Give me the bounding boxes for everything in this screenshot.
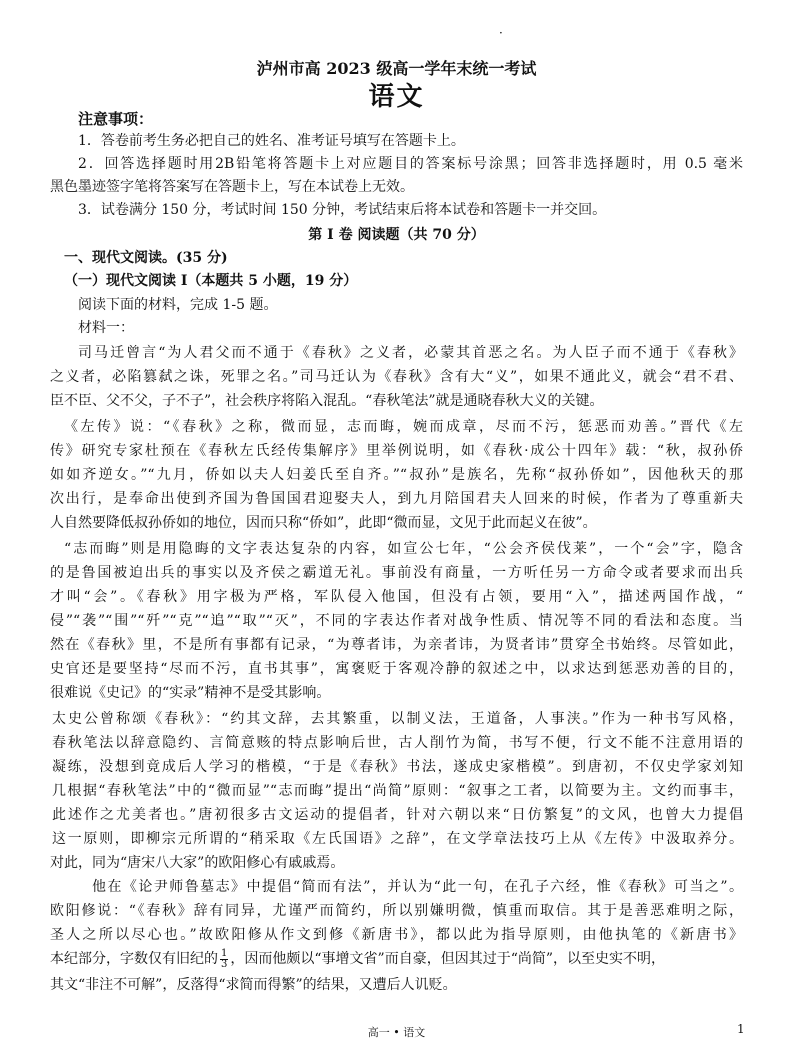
p5-line-4-after: ，因而他颇以“事增文省”而自豪，但因其过于“尚简”，以至史实不明， <box>230 951 666 967</box>
notice-item-3: 3．试卷满分 150 分，考试时间 150 分钟，考试结束后将本试卷和答题卡一并交回。 <box>78 202 607 218</box>
p5-line-4-before: 本纪部分，字数仅有旧纪的 <box>50 951 218 967</box>
one-third-fraction <box>220 949 228 970</box>
subsection-heading: （一）现代文阅读 I（本题共 5 小题，19 分） <box>64 273 358 289</box>
reading-instruction: 阅读下面的材料，完成 1-5 题。 <box>78 297 278 313</box>
p4-line-6: 这一原则，即柳宗元所谓的“稍采取《左氏国语》之辞”，在文学章法技巧上从《左传》中汲取养分。 <box>52 831 743 847</box>
part-title: 第 I 卷 阅读题（共 70 分） <box>308 227 485 243</box>
p4-line-5: 此述作之尤美者也。”唐初很多古文运动的提倡者，针对六朝以来“日仿繁复”的文风，也曾大力提倡 <box>52 807 743 823</box>
p1-line-3: 臣不臣、父不父，子不子”，社会秩序将陷入混乱。“春秋笔法”就是通晓春秋大义的关键。 <box>50 393 604 409</box>
fraction-denominator: 3 <box>221 958 228 970</box>
p2-line-1: 《左传》说：“《春秋》之称，微而显，志而晦，婉而成章，尽而不污，惩恶而劝善。”晋代《左 <box>64 419 743 435</box>
p3-line-5: 然在《春秋》里，不是所有事都有记录，“为尊者讳，为亲者讳，为贤者讳”贯穿全书始终。尽管如此， <box>50 637 743 653</box>
notice-item-2b: 黑色墨迹签字笔将答案写在答题卡上，写在本试卷上无效。 <box>50 179 414 195</box>
p4-line-1: 太史公曾称颂《春秋》：“约其文辞，去其繁重，以制义法，王道备，人事浃。”作为一种书写风格， <box>52 711 743 727</box>
page-number: 1 <box>737 1022 745 1036</box>
p5-line-4 <box>50 944 743 974</box>
fraction-numerator: 1 <box>221 947 228 959</box>
subject-title: 语文 <box>368 82 425 112</box>
notice-item-1: 1．答卷前考生务必把自己的姓名、准考证号填写在答题卡上。 <box>78 133 465 149</box>
notice-item-2a: 2．回答选择题时用2B铅笔将答题卡上对应题目的答案标号涂黑；回答非选择题时，用 0.5 毫米 <box>78 156 743 172</box>
p3-line-3: 才叫“会”。《春秋》用字极为严格，军队侵入他国，但没有占领，要用“入”，描述两国作战，“ <box>50 589 743 605</box>
p5-line-1: 他在《论尹师鲁墓志》中提倡“简而有法”，并认为“此一句，在孔子六经，惟《春秋》可当之”。 <box>92 879 743 895</box>
p1-line-2: 之义者，必陷篡弑之诛，死罪之名。”司马迁认为《春秋》含有大“义”，如果不通此义，就会“君不君、 <box>50 369 743 385</box>
p3-line-1: “志而晦”则是用隐晦的文字表达复杂的内容，如宣公七年，“公会齐侯伐莱”，一个“会”字，隐含 <box>64 541 743 557</box>
p3-line-7: 很难说《史记》的“实录”精神不是受其影响。 <box>50 685 331 701</box>
p2-line-2: 传》研究专家杜预在《春秋左氏经传集解序》里举例说明，如《春秋·成公十四年》载：“秋，叔孙侨 <box>50 443 743 459</box>
p1-line-1: 司马迁曾言“为人君父而不通于《春秋》之义者，必蒙其首恶之名。为人臣子而不通于《春秋》 <box>78 345 743 361</box>
section-heading: 一、现代文阅读。(35 分) <box>64 250 228 266</box>
p5-line-2: 欧阳修说：“《春秋》辞有同异，尤谨严而简约，所以别嫌明微，慎重而取信。其于是善恶难明之际， <box>50 903 743 919</box>
top-dot-mark: · <box>499 26 503 40</box>
exam-title: 泸州市高 2023 级高一学年末统一考试 <box>256 59 537 78</box>
p2-line-4: 次出行，是奉命出使到齐国为鲁国国君迎娶夫人，到九月陪国君夫人回来的时候，作者为了尊重新夫 <box>50 491 743 507</box>
p5-line-5: 其文“非注不可解”，反落得“求简而得繁”的结果，又遭后人讥贬。 <box>50 977 457 993</box>
p2-line-5: 人自然要降低叔孙侨如的地位，因而只称“侨如”，此即“微而显，文见于此而起义在彼”。 <box>50 515 597 531</box>
notice-heading: 注意事项： <box>78 110 154 128</box>
p2-line-3: 如如齐逆女。”“九月，侨如以夫人妇姜氏至自齐。”“叔孙”是族名，先称“叔孙侨如”，因他秋天的那 <box>50 467 743 483</box>
page-footer-label: 高一 • 语文 <box>367 1026 426 1039</box>
p4-line-3: 凝练，没想到竟成后人学习的楷模，“于是《春秋》书法，遂成史家楷模”。到唐初，不仅史学家刘知 <box>52 759 743 775</box>
p5-line-3: 圣人之所以尽心也。”故欧阳修从作文到修《新唐书》，都以此为指导原则，由他执笔的《新唐书》 <box>50 927 743 943</box>
p4-line-7: 对此，同为“唐宋八大家”的欧阳修心有戚戚焉。 <box>50 855 345 871</box>
p3-line-2: 的是鲁国被迫出兵的事实以及齐侯之霸道无礼。事前没有商量，一方听任另一方命令或者要求而出兵 <box>50 565 743 581</box>
p3-line-4: 侵”“袭”“围”“歼”“克”“追”“取”“灭”，不同的字表达作者对战争性质、情况等不同的看法和态度。当 <box>50 613 743 629</box>
p4-line-2: 春秋笔法以辞意隐约、言简意赅的特点影响后世，古人削竹为简，书写不便，行文不能不注意用语的 <box>52 735 743 751</box>
p3-line-6: 史官还是要坚持“尽而不污，直书其事”，寓褒贬于客观冷静的叙述之中，以求达到惩恶劝善的目的， <box>50 661 743 677</box>
p4-line-4: 几根据“春秋笔法”中的“微而显”“志而晦”提出“尚简”原则：“叙事之工者，以简要为主。文约而事丰， <box>52 783 743 799</box>
material-label: 材料一： <box>78 320 134 336</box>
